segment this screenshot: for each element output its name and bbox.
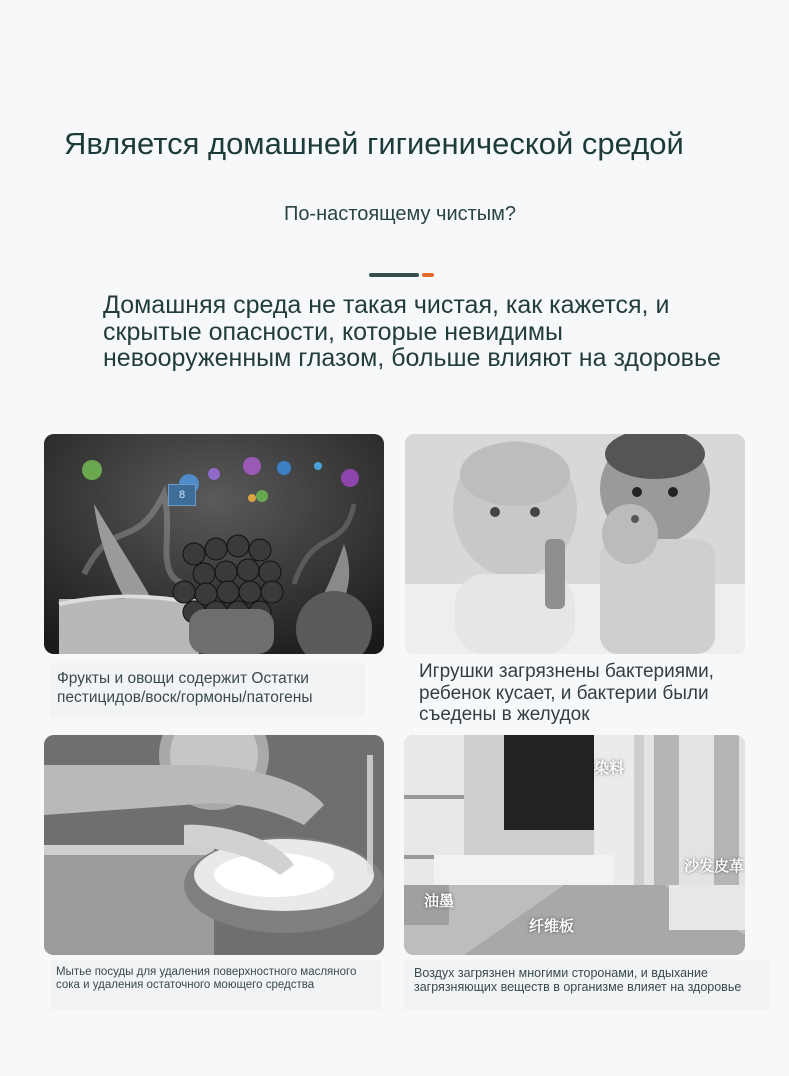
air-caption: Воздух загрязнен многими сторонами, и вдыхание загрязняющих веществ в организме влияет на здоровье (404, 960, 770, 1010)
page-subtitle: По-настоящему чистым? (283, 203, 517, 225)
living-room-photo (404, 735, 745, 955)
dye-label: 染料 (594, 759, 625, 777)
fruits-vegetables-photo (44, 434, 384, 654)
fiberboard-label: 纤维板 (529, 917, 575, 935)
sofa-leather-label: 沙发皮革 (684, 857, 745, 875)
divider-line (369, 273, 419, 277)
toys-caption: Игрушки загрязнены бактериями, ребенок кусает, и бактерии были съедены в желудок (419, 661, 714, 725)
babies-toys-photo (405, 434, 745, 654)
dishes-caption: Мытье посуды для удаления поверхностного масляного сока и удаления остаточного моющего средства (51, 960, 381, 1010)
fruits-caption: Фрукты и овощи содержит Остатки пестицидов/воск/гормоны/патогены (50, 663, 365, 717)
divider-accent-dash (422, 273, 434, 277)
dish-washing-photo (44, 735, 384, 955)
ink-label: 油墨 (424, 892, 455, 910)
page-title: Является домашней гигиенической средой (64, 126, 684, 161)
intro-paragraph: Домашняя среда не такая чистая, как кажется, и скрытые опасности, которые невидимы невооруженным глазом, больше влияют на здоровье (103, 291, 721, 372)
number-badge: 8 (168, 484, 196, 506)
